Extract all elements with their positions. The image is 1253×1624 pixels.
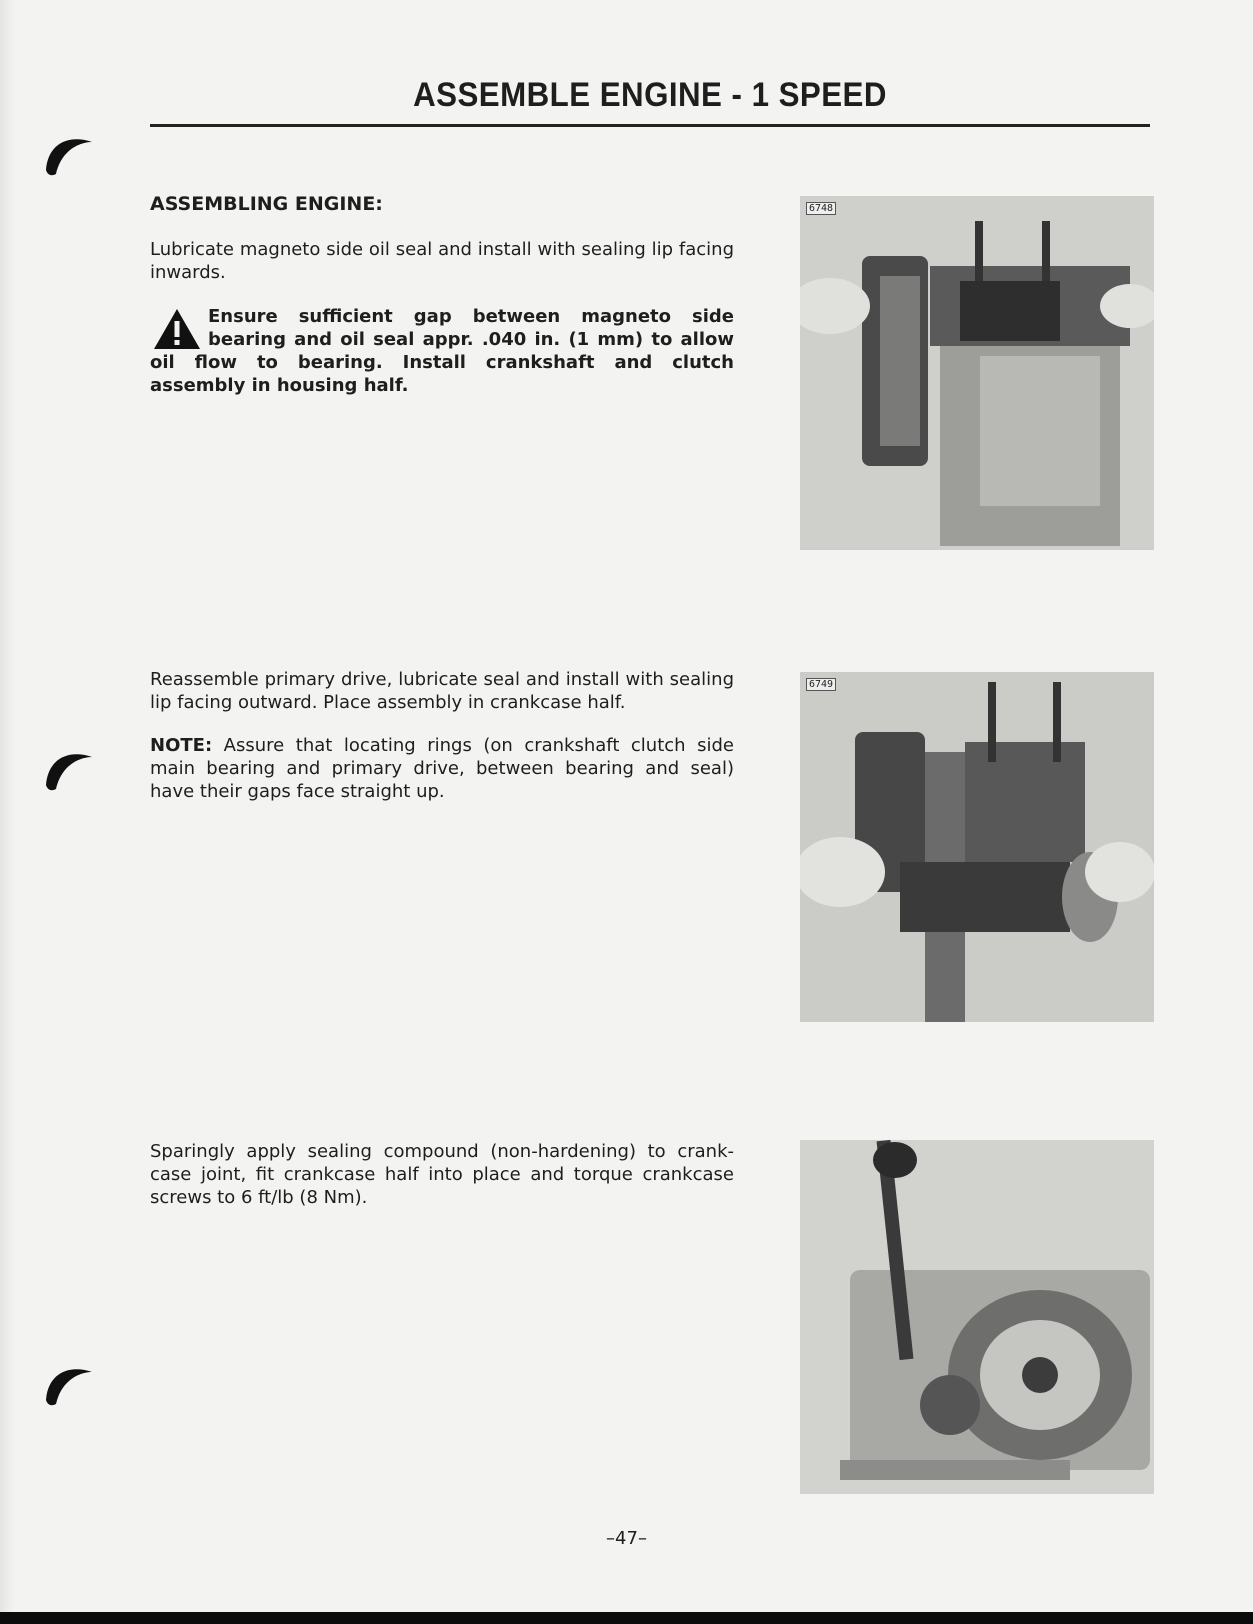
crankcase-screws-photo bbox=[800, 1140, 1154, 1494]
note-block bbox=[150, 734, 734, 803]
photo-id: 6748 bbox=[806, 202, 836, 215]
binder-hole-icon bbox=[42, 1360, 96, 1408]
crankshaft-photo bbox=[800, 196, 1154, 550]
warning-triangle-icon bbox=[150, 307, 208, 351]
step-3-text: Sparingly apply sealing compound (non-hardening) to crank-case joint, fit crankcase half into place and torque crankcase screws to 6 ft/lb (8 Nm). bbox=[150, 1141, 734, 1208]
binder-hole-icon bbox=[42, 130, 96, 178]
title-rule bbox=[150, 124, 1150, 127]
page-number: –47– bbox=[606, 1528, 647, 1549]
note-label: NOTE: bbox=[150, 735, 213, 756]
section-heading: ASSEMBLING ENGINE: bbox=[150, 193, 383, 215]
photo-id: 6749 bbox=[806, 678, 836, 691]
note-text: Assure that locating rings (on crankshaft clutch side main bearing and primary drive, between bearing and seal) have their gaps face straight up. bbox=[150, 735, 734, 802]
warning-text: Ensure sufficient gap between magneto side bearing and oil seal appr. .040 in. (1 mm) to allow oil flow to bearing. Install crankshaft and clutch assembly in housing half. bbox=[150, 306, 734, 396]
binder-hole-icon bbox=[42, 745, 96, 793]
step-1-text: Lubricate magneto side oil seal and install with sealing lip facing inwards. bbox=[150, 239, 734, 283]
page-edge bbox=[0, 0, 14, 1612]
scan-bottom-bar bbox=[0, 1612, 1253, 1624]
page-title: ASSEMBLE ENGINE - 1 SPEED bbox=[413, 76, 887, 114]
step-2-text: Reassemble primary drive, lubricate seal and install with sealing lip facing outward. Place assembly in crankcase half. bbox=[150, 669, 734, 713]
warning-block bbox=[150, 305, 734, 397]
primary-drive-photo bbox=[800, 672, 1154, 1022]
